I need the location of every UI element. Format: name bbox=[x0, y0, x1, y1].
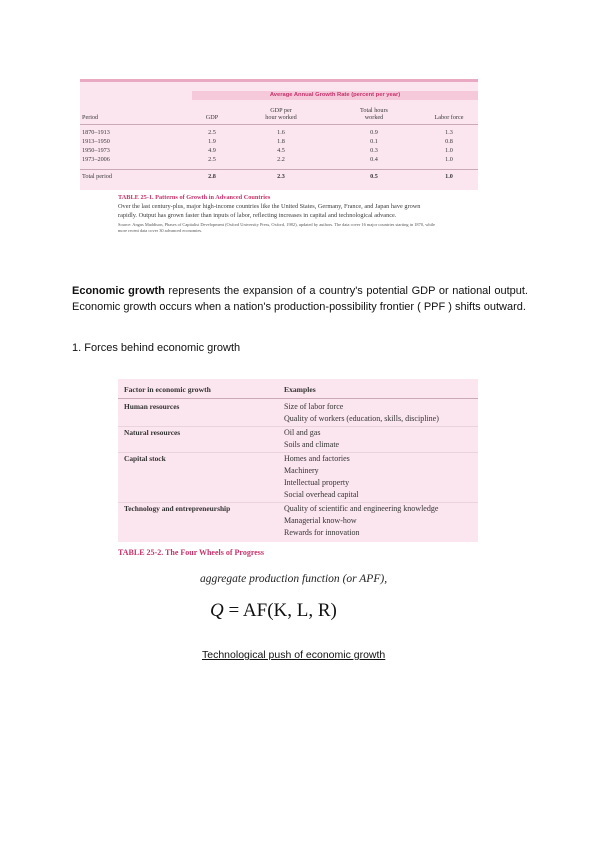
cell-gdp: 4.9 bbox=[208, 147, 216, 154]
cell-labor: 1.0 bbox=[445, 147, 453, 154]
cell-labor: 0.8 bbox=[445, 138, 453, 145]
col-header-gdp: GDP bbox=[205, 114, 219, 121]
example-item: Managerial know-how bbox=[284, 516, 357, 525]
factor-name: Technology and entrepreneurship bbox=[124, 504, 231, 513]
apf-abbrev: (or APF), bbox=[342, 573, 388, 585]
cell-period: 1950–1973 bbox=[82, 147, 110, 154]
example-item: Soils and climate bbox=[284, 440, 340, 449]
cell-period: 1913–1950 bbox=[82, 138, 110, 145]
paragraph-text: represents the expansion of a country's potential GDP or national output. Economic growth occurs when a nation's production-possibility frontier ( PPF ) shifts outward. bbox=[72, 285, 528, 313]
apf-label bbox=[200, 573, 387, 585]
total-gdp-per-hour: 2.3 bbox=[277, 173, 285, 180]
table1-source: Source: Angus Maddison, Phases of Capitalist Development (Oxford University Press, Oxford, 1982), updated by authors. The data cover 16 major countries starting in 1870, while more recent data cover 30 advanced economies. bbox=[118, 222, 435, 233]
cell-labor: 1.3 bbox=[445, 129, 453, 136]
table2-caption: TABLE 25-2. The Four Wheels of Progress bbox=[118, 548, 265, 557]
total-rule bbox=[80, 169, 478, 170]
production-equation bbox=[210, 600, 337, 622]
section-heading: 1. Forces behind economic growth bbox=[72, 342, 241, 354]
cell-hours: 0.3 bbox=[370, 147, 378, 154]
example-item: Intellectual property bbox=[284, 478, 350, 487]
four-wheels-table bbox=[118, 379, 478, 542]
total-hours: 0.5 bbox=[370, 173, 378, 180]
total-period: Total period bbox=[82, 173, 112, 180]
col-header-gdp-per-hour: GDP per hour worked bbox=[265, 107, 297, 121]
cell-hours: 0.1 bbox=[370, 138, 378, 145]
factor-name: Natural resources bbox=[124, 428, 181, 437]
total-labor: 1.0 bbox=[445, 173, 453, 180]
col-header-factor: Factor in economic growth bbox=[124, 385, 211, 394]
key-term: Economic growth bbox=[72, 285, 165, 297]
example-item: Machinery bbox=[284, 466, 319, 475]
cell-labor: 1.0 bbox=[445, 156, 453, 163]
header-rule bbox=[80, 124, 478, 125]
table1-caption bbox=[118, 193, 438, 234]
table1-title: TABLE 25-1. Patterns of Growth in Advanced Countries bbox=[118, 194, 271, 201]
cell-hours: 0.4 bbox=[370, 156, 378, 163]
example-item: Social overhead capital bbox=[284, 490, 359, 499]
header-rule bbox=[118, 398, 478, 399]
col-header-total-hours: Total hours worked bbox=[360, 107, 388, 121]
cell-period: 1870–1913 bbox=[82, 129, 110, 136]
economic-growth-paragraph bbox=[72, 283, 528, 315]
col-header-labor-force: Labor force bbox=[434, 114, 464, 121]
factor-name: Human resources bbox=[124, 402, 180, 411]
technological-push-link[interactable]: Technological push of economic growth bbox=[202, 649, 386, 661]
cell-gdp-per-hour: 4.5 bbox=[277, 147, 285, 154]
growth-rate-table bbox=[80, 79, 478, 190]
cell-gdp: 2.5 bbox=[208, 129, 216, 136]
factor-name: Capital stock bbox=[124, 454, 166, 463]
table1-description: Over the last century-plus, major high-income countries like the United States, Germany, France, and Japan have grown rapidly. Output has grown faster than inputs of labor, reflecting increases in capital and technological advance. bbox=[118, 203, 421, 219]
equation-rhs: = AF(K, L, R) bbox=[228, 600, 337, 621]
cell-hours: 0.9 bbox=[370, 129, 378, 136]
cell-gdp: 1.9 bbox=[208, 138, 216, 145]
col-header-period: Period bbox=[82, 114, 99, 121]
table-banner: Average Annual Growth Rate (percent per year) bbox=[192, 91, 478, 100]
example-item: Quality of workers (education, skills, discipline) bbox=[284, 414, 439, 423]
example-item: Rewards for innovation bbox=[284, 528, 360, 537]
cell-gdp: 2.5 bbox=[208, 156, 216, 163]
cell-gdp-per-hour: 2.2 bbox=[277, 156, 285, 163]
col-header-examples: Examples bbox=[284, 385, 316, 394]
apf-text: aggregate production function bbox=[200, 573, 340, 585]
example-item: Size of labor force bbox=[284, 402, 344, 411]
equation-lhs: Q bbox=[210, 600, 224, 621]
example-item: Homes and factories bbox=[284, 454, 350, 463]
example-item: Oil and gas bbox=[284, 428, 321, 437]
example-item: Quality of scientific and engineering knowledge bbox=[284, 504, 439, 513]
cell-gdp-per-hour: 1.8 bbox=[277, 138, 285, 145]
cell-gdp-per-hour: 1.6 bbox=[277, 129, 285, 136]
cell-period: 1973–2006 bbox=[82, 156, 110, 163]
total-gdp: 2.8 bbox=[208, 173, 216, 180]
